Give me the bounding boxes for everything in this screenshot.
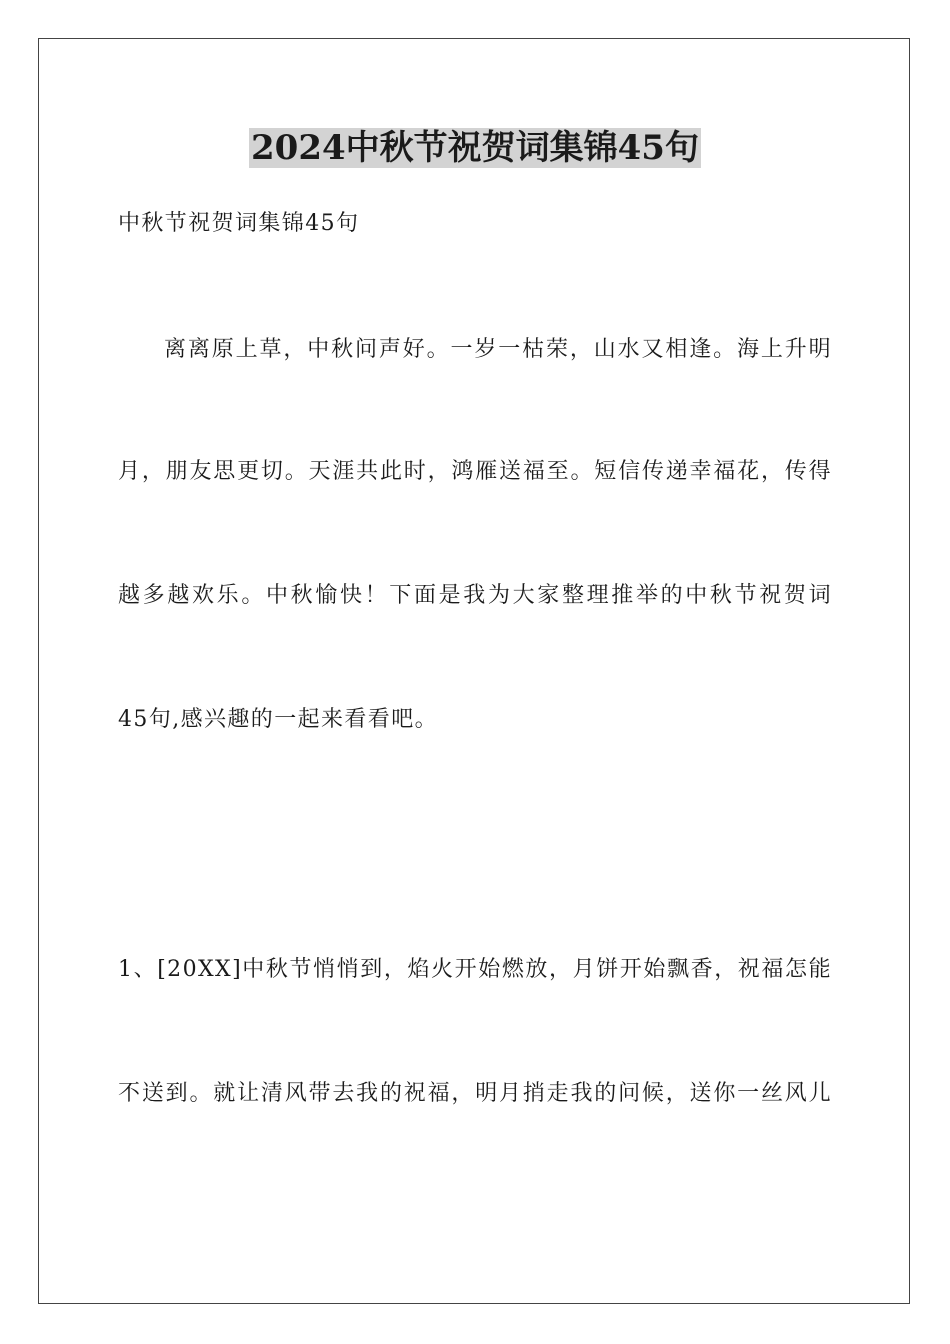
- document-title: 2024中秋节祝贺词集锦45句: [251, 128, 699, 168]
- paragraph-line-3: 越多越欢乐。中秋愉快！下面是我为大家整理推举的中秋节祝贺词: [118, 583, 832, 608]
- list-item-line-1: 1、[20XX]中秋节悄悄到，焰火开始燃放，月饼开始飘香，祝福怎能: [118, 957, 832, 982]
- title-container: [0, 128, 950, 168]
- list-item-line-2: 不送到。就让清风带去我的祝福，明月捎走我的问候，送你一丝风儿: [118, 1081, 832, 1106]
- paragraph-line-4: 45句,感兴趣的一起来看看吧。: [118, 707, 438, 732]
- paragraph-line-2: 月，朋友思更切。天涯共此时，鸿雁送福至。短信传递幸福花，传得: [118, 459, 832, 484]
- paragraph-line-1: 离离原上草，中秋问声好。一岁一枯荣，山水又相逢。海上升明: [164, 337, 832, 362]
- document-subtitle: 中秋节祝贺词集锦45句: [118, 211, 360, 236]
